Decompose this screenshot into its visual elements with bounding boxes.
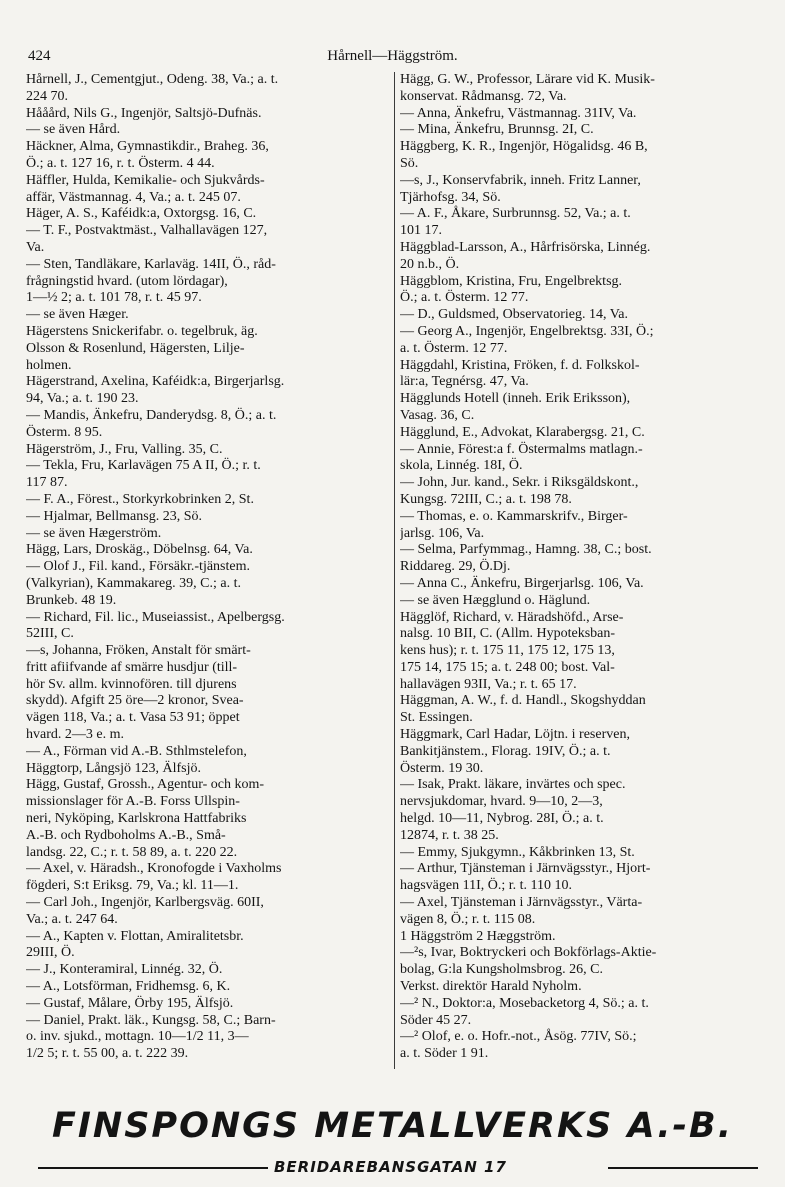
directory-entry-line: hagsvägen 11I, Ö.; r. t. 110 10. [400, 878, 572, 894]
directory-entry-line: — Olof J., Fil. kand., Försäkr.-tjänstem. [26, 559, 250, 575]
directory-entry-line: skola, Linnég. 18I, Ö. [400, 458, 523, 474]
directory-entry-line: — Mandis, Änkefru, Danderydsg. 8, Ö.; a. t. [26, 407, 277, 423]
directory-entry-line: (Valkyrian), Kammakareg. 39, C.; a. t. [26, 575, 241, 591]
directory-entry-line: —s, Johanna, Fröken, Anstalt för smärt- [26, 643, 251, 659]
directory-entry-line: a. t. Österm. 12 77. [400, 340, 508, 356]
directory-entry-line: — John, Jur. kand., Sekr. i Riksgäldskont., [400, 475, 639, 491]
column-divider [394, 72, 395, 1069]
directory-entry-line: — se även Hægglund o. Häglund. [400, 592, 591, 608]
directory-entry-line: 12874, r. t. 38 25. [400, 827, 499, 843]
directory-entry-line: — A. F., Åkare, Surbrunnsg. 52, Va.; a. t. [400, 206, 631, 222]
directory-entry-line: frågningstid hvard. (utom lördagar), [26, 273, 228, 289]
directory-entry-line: Hårnell, J., Cementgjut., Odeng. 38, Va.; a. t. [26, 72, 279, 87]
advertisement [0, 1106, 785, 1176]
directory-entry-line: 117 87. [26, 475, 68, 491]
page-number: 424 [28, 48, 51, 64]
left-column [26, 72, 390, 1063]
ad-street-address: BERIDAREBANSGATAN 17 [274, 1158, 507, 1176]
directory-entry-line: neri, Nyköping, Karlskrona Hattfabriks [26, 811, 247, 827]
directory-entry-line: — D., Guldsmed, Observatorieg. 14, Va. [400, 307, 628, 323]
directory-entry-line: Häggman, A. W., f. d. Handl., Skogshyddan [400, 693, 646, 709]
directory-entry-line: Ö.; a. t. 127 16, r. t. Österm. 4 44. [26, 155, 215, 171]
directory-entry-line: Kungsg. 72III, C.; a. t. 198 78. [400, 491, 572, 507]
directory-entry-line: Häckner, Alma, Gymnastikdir., Braheg. 36, [26, 139, 269, 155]
running-head: Hårnell—Häggström. [327, 48, 458, 64]
directory-entry-line: — Anna, Änkefru, Västmannag. 31IV, Va. [400, 105, 637, 121]
directory-entry-line: Hägglund, E., Advokat, Klarabergsg. 21, C. [400, 424, 645, 440]
directory-entry-line: missionslager för A.-B. Forss Ullspin- [26, 794, 240, 810]
directory-entry-line: — A., Lotsförman, Fridhemsg. 6, K. [26, 979, 231, 995]
ad-rule-left [38, 1167, 268, 1169]
directory-entry-line: fritt afiifvande af smärre husdjur (till- [26, 659, 238, 675]
directory-entry-line: Österm. 19 30. [400, 760, 484, 776]
directory-entry-line: nalsg. 10 BII, C. (Allm. Hypoteksban- [400, 626, 616, 642]
directory-entry-line: 1 Häggström 2 Hæggström. [400, 928, 556, 944]
directory-entry-line: — Thomas, e. o. Kammarskrifv., Birger- [400, 508, 628, 524]
directory-entry-line: 20 n.b., Ö. [400, 256, 460, 272]
directory-entry-line: landsg. 22, C.; r. t. 58 89, a. t. 220 22. [26, 844, 238, 860]
directory-entry-line: — Mina, Änkefru, Brunnsg. 2I, C. [400, 122, 594, 138]
directory-entry-line: — A., Kapten v. Flottan, Amiralitetsbr. [26, 928, 244, 944]
directory-entry-line: Häggdahl, Kristina, Fröken, f. d. Folkskol- [400, 357, 640, 373]
directory-entry-line: — Richard, Fil. lic., Museiassist., Apelbergsg. [26, 609, 285, 625]
directory-entry-line: Bankitjänstem., Florag. 19IV, Ö.; a. t. [400, 743, 611, 759]
directory-entry-line: Verkst. direktör Harald Nyholm. [400, 979, 582, 995]
directory-entry-line: Va.; a. t. 247 64. [26, 911, 118, 927]
directory-entry-line: fögderi, S:t Eriksg. 79, Va.; kl. 11—1. [26, 878, 239, 894]
directory-entry-line: Hägerstens Snickerifabr. o. tegelbruk, äg. [26, 323, 258, 339]
directory-entry-line: jarlsg. 106, Va. [400, 525, 485, 541]
directory-entry-line: —²s, Ivar, Boktryckeri och Bokförlags-Aktie- [400, 945, 657, 961]
directory-entry-line: St. Essingen. [400, 710, 473, 726]
directory-entry-line: Brunkeb. 48 19. [26, 592, 117, 608]
directory-entry-line: —² Olof, e. o. Hofr.-not., Åsög. 77IV, Sö.; [400, 1029, 637, 1045]
directory-entry-line: hör Sv. allm. kvinnofören. till djurens [26, 676, 237, 692]
ad-rule-right [608, 1167, 758, 1169]
directory-entry-line: hvard. 2—3 e. m. [26, 727, 124, 743]
directory-entry-line: hallavägen 93II, Va.; r. t. 65 17. [400, 676, 577, 692]
directory-entry-line: Hägg, G. W., Professor, Lärare vid K. Musik- [400, 72, 655, 87]
directory-entry-line: Häger, A. S., Kaféidk:a, Oxtorgsg. 16, C. [26, 206, 257, 222]
directory-entry-line: Hååård, Nils G., Ingenjör, Saltsjö-Dufnäs. [26, 105, 262, 121]
directory-entry-line: vägen 8, Ö.; r. t. 115 08. [400, 911, 536, 927]
directory-entry-line: Hägg, Lars, Droskäg., Döbelnsg. 64, Va. [26, 542, 253, 558]
directory-entry-line: — Emmy, Sjukgymn., Kåkbrinken 13, St. [400, 844, 635, 860]
directory-entry-line: — Isak, Prakt. läkare, invärtes och spec. [400, 777, 626, 793]
directory-entry-line: Ö.; a. t. Österm. 12 77. [400, 290, 529, 306]
directory-entry-line: bolag, G:la Kungsholmsbrog. 26, C. [400, 962, 603, 978]
directory-entry-line: — F. A., Förest., Storkyrkobrinken 2, St. [26, 491, 254, 507]
directory-entry-line: —² N., Doktor:a, Mosebacketorg 4, Sö.; a. t. [400, 995, 649, 1011]
directory-entry-line: affär, Västmannag. 4, Va.; a. t. 245 07. [26, 189, 241, 205]
directory-entry-line: Österm. 8 95. [26, 424, 103, 440]
directory-entry-line: Hägerström, J., Fru, Valling. 35, C. [26, 441, 223, 457]
ad-company-name: FINSPONGS METALLVERKS A.-B. [51, 1106, 733, 1146]
directory-entry-line: — Annie, Förest:a f. Östermalms matlagn.- [400, 441, 643, 457]
directory-entry-line: — Tekla, Fru, Karlavägen 75 A II, Ö.; r. t. [26, 458, 261, 474]
directory-entry-line: — Axel, Tjänsteman i Järnvägsstyr., Värta- [400, 895, 643, 911]
directory-entry-line: 94, Va.; a. t. 190 23. [26, 391, 139, 407]
directory-entry-line: Häggmark, Carl Hadar, Löjtn. i reserven, [400, 727, 630, 743]
directory-entry-line: kens hus); r. t. 175 11, 175 12, 175 13, [400, 643, 615, 659]
directory-entry-line: Häggtorp, Långsjö 123, Älfsjö. [26, 760, 201, 776]
directory-entry-line: Riddareg. 29, Ö.Dj. [400, 559, 511, 575]
directory-entry-line: — Georg A., Ingenjör, Engelbrektsg. 33I, Ö.; [400, 323, 654, 339]
directory-entry-line: 101 17. [400, 223, 442, 239]
directory-entry-line: Sö. [400, 155, 419, 171]
directory-entry-line: — Axel, v. Häradsh., Kronofogde i Vaxholms [26, 861, 282, 877]
directory-entry-line: nervsjukdomar, hvard. 9—10, 2—3, [400, 794, 603, 810]
directory-entry-line: — J., Konteramiral, Linnég. 32, Ö. [26, 962, 223, 978]
page-header [0, 48, 785, 70]
directory-entry-line: 224 70. [26, 88, 68, 104]
directory-entry-line: — se även Hård. [26, 122, 121, 138]
directory-entry-line: A.-B. och Rydboholms A.-B., Små- [26, 827, 226, 843]
directory-entry-line: Tjärhofsg. 34, Sö. [400, 189, 501, 205]
directory-entry-line: Söder 45 27. [400, 1012, 472, 1028]
directory-entry-line: 29III, Ö. [26, 945, 75, 961]
directory-entry-line: 175 14, 175 15; a. t. 248 00; bost. Val- [400, 659, 615, 675]
directory-entry-line: Olsson & Rosenlund, Hägersten, Lilje- [26, 340, 245, 356]
directory-entry-line: — Gustaf, Målare, Örby 195, Älfsjö. [26, 995, 234, 1011]
directory-entry-line: — Hjalmar, Bellmansg. 23, Sö. [26, 508, 202, 524]
directory-entry-line: vägen 118, Va.; a. t. Vasa 53 91; öppet [26, 710, 240, 726]
directory-entry-line: Hägglöf, Richard, v. Häradshöfd., Arse- [400, 609, 624, 625]
directory-entry-line: o. inv. sjukd., mottagn. 10—1/2 11, 3— [26, 1029, 249, 1045]
directory-entry-line: Va. [26, 239, 45, 255]
directory-entry-line: Häggblom, Kristina, Fru, Engelbrektsg. [400, 273, 623, 289]
directory-entry-line: — Anna C., Änkefru, Birgerjarlsg. 106, Va. [400, 575, 644, 591]
directory-entry-line: Häggblad-Larsson, A., Hårfrisörska, Linnég. [400, 239, 651, 255]
directory-entry-line: — Sten, Tandläkare, Karlaväg. 14II, Ö., råd- [26, 256, 276, 272]
directory-entry-line: lär:a, Tegnérsg. 47, Va. [400, 374, 529, 390]
directory-entry-line: —s, J., Konservfabrik, inneh. Fritz Lanner, [400, 172, 641, 188]
directory-entry-line: Häggberg, K. R., Ingenjör, Högalidsg. 46 B, [400, 139, 648, 155]
directory-entry-line: a. t. Söder 1 91. [400, 1046, 489, 1062]
directory-entry-line: — Arthur, Tjänsteman i Järnvägsstyr., Hjort- [400, 861, 651, 877]
directory-entry-line: 1—½ 2; a. t. 101 78, r. t. 45 97. [26, 290, 202, 306]
ad-street-row [38, 1158, 758, 1176]
directory-entry-line: Vasag. 36, C. [400, 407, 475, 423]
directory-entry-line: Hägg, Gustaf, Grossh., Agentur- och kom- [26, 777, 265, 793]
directory-entry-line: — T. F., Postvaktmäst., Valhallavägen 127, [26, 223, 268, 239]
directory-entry-line: — Daniel, Prakt. läk., Kungsg. 58, C.; Barn- [26, 1012, 276, 1028]
directory-entry-line: Hägglunds Hotell (inneh. Erik Eriksson), [400, 391, 631, 407]
directory-entry-line: konservat. Rådmansg. 72, Va. [400, 88, 567, 104]
right-column [400, 72, 770, 1063]
directory-entry-line: 1/2 5; r. t. 55 00, a. t. 222 39. [26, 1046, 189, 1062]
directory-entry-line: holmen. [26, 357, 72, 373]
directory-entry-line: skydd). Afgift 25 öre—2 kronor, Svea- [26, 693, 244, 709]
directory-entry-line: — A., Förman vid A.-B. Sthlmstelefon, [26, 743, 247, 759]
directory-entry-line: — Carl Joh., Ingenjör, Karlbergsväg. 60II, [26, 895, 264, 911]
directory-entry-line: — se även Hægerström. [26, 525, 162, 541]
directory-entry-line: helgd. 10—11, Nybrog. 28I, Ö.; a. t. [400, 811, 604, 827]
directory-entry-line: Häffler, Hulda, Kemikalie- och Sjukvårds- [26, 172, 265, 188]
directory-entry-line: Hägerstrand, Axelina, Kaféidk:a, Birgerjarlsg. [26, 374, 285, 390]
directory-entry-line: 52III, C. [26, 626, 74, 642]
directory-entry-line: — se även Hæger. [26, 307, 129, 323]
directory-entry-line: — Selma, Parfymmag., Hamng. 38, C.; bost. [400, 542, 652, 558]
